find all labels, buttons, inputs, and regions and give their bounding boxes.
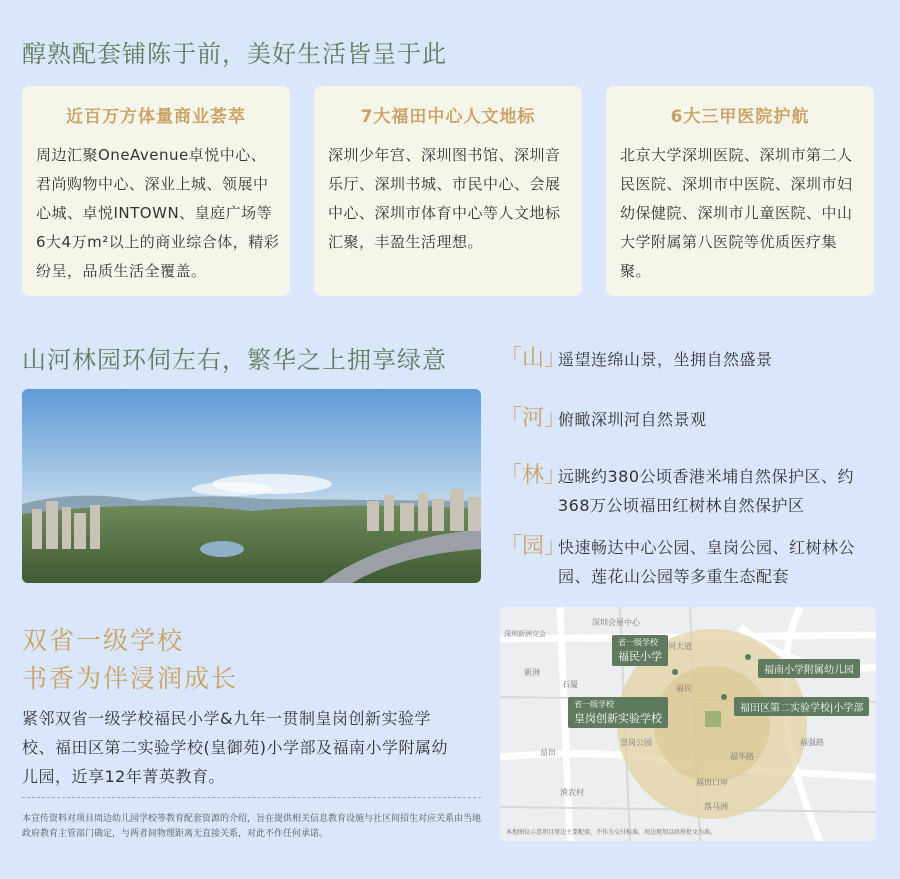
feature-mark: 「林」 — [500, 463, 567, 488]
map-tag-funan: 福南小学附属幼儿园 — [758, 659, 860, 678]
map-road-label: 落马洲 — [704, 802, 728, 811]
map-road-label: 福华路 — [730, 752, 754, 761]
feature-text: 远眺约380公顷香港米埔自然保护区、约368万公顷福田红树林自然保护区 — [558, 467, 855, 515]
map-road-label: 福强路 — [800, 738, 824, 747]
map-road-label: 滨河大道 — [660, 642, 692, 651]
feature-mark: 「河」 — [500, 406, 567, 431]
card-body: 北京大学深圳医院、深圳市第二人民医院、深圳市中医院、深圳市妇幼保健院、深圳市儿童医院、中山大学附属第八医院等优质医疗集聚。 — [620, 146, 853, 280]
card-title: 近百万方体量商业荟萃 — [66, 107, 246, 127]
card-title: 7大福田中心人文地标 — [360, 107, 536, 127]
aerial-city-photo — [22, 389, 481, 583]
card-hospitals — [606, 86, 874, 296]
map-road-label: 深圳会展中心 — [592, 618, 640, 627]
feature-park — [500, 533, 868, 591]
divider — [22, 797, 481, 798]
map-road-label: 石厦 — [562, 680, 578, 689]
map-road-label: 深圳新洲交会 — [504, 630, 546, 638]
section-title-amenities: 醇熟配套铺陈于前，美好生活皆呈于此 — [22, 40, 447, 68]
feature-text: 俯瞰深圳河自然景观 — [558, 410, 707, 429]
map-road-label: 皇岗公园 — [620, 738, 652, 747]
feature-text: 遥望连绵山景，坐拥自然盛景 — [558, 350, 773, 369]
disclaimer-text: 本宣传资料对项目周边幼儿园学校等教育配套资源的介绍，旨在提供相关信息教育设施与社区间招生对应关系由当地政府教育主管部门确定，与两者间物理距离无直接关系，对此不作任何承诺。 — [22, 814, 482, 839]
card-title: 6大三甲医院护航 — [670, 107, 810, 127]
school-description: 紧邻双省一级学校福民小学&九年一贯制皇岗创新实验学校、福田区第二实验学校(皇御苑)小学部及福南小学附属幼儿园，近享12年菁英教育。 — [22, 709, 448, 786]
map-road-label: 渔农村 — [560, 788, 584, 797]
map-tag-fumin: 省一级学校 福民小学 — [612, 635, 668, 666]
map-road-label: 新洲 — [524, 668, 540, 677]
map-road-label: 益田 — [540, 748, 556, 757]
section-title-nature: 山河林园环伺左右，繁华之上拥享绿意 — [22, 346, 447, 374]
map-tag-futian-2nd: 福田区第二实验学校|小学部 — [734, 697, 869, 716]
map-road-label: 福民 — [676, 684, 692, 693]
feature-mountain — [500, 345, 878, 374]
feature-mark: 「园」 — [500, 534, 567, 559]
feature-text: 快速畅达中心公园、皇岗公园、红树林公园、莲花山公园等多重生态配套 — [558, 538, 856, 586]
map-tag-huanggang: 省一级学校 皇岗创新实验学校 — [568, 697, 668, 728]
school-location-map — [500, 607, 876, 841]
card-landmarks — [314, 86, 582, 296]
feature-river — [500, 405, 878, 434]
card-body: 深圳少年宫、深圳图书馆、深圳音乐厅、深圳书城、市民中心、会展中心、深圳市体育中心等人文地标汇聚，丰盈生活理想。 — [328, 146, 561, 251]
map-road-label: 福田口岸 — [696, 778, 728, 787]
feature-forest — [500, 462, 868, 520]
map-note: 本地图仅示意项目周边主要配套，不作为交付标准，周边规划以政府批文为准。 — [506, 829, 717, 836]
school-title-line2: 书香为伴浸润成长 — [22, 664, 239, 693]
school-section-title — [22, 622, 238, 698]
card-body: 周边汇聚OneAvenue卓悦中心、君尚购物中心、深业上城、领展中心城、卓悦INTOWN、皇庭广场等6大4万m²以上的商业综合体，精彩纷呈，品质生活全覆盖。 — [36, 146, 280, 280]
card-commerce — [22, 86, 290, 296]
school-title-line1: 双省一级学校 — [22, 626, 185, 655]
feature-mark: 「山」 — [500, 346, 567, 371]
